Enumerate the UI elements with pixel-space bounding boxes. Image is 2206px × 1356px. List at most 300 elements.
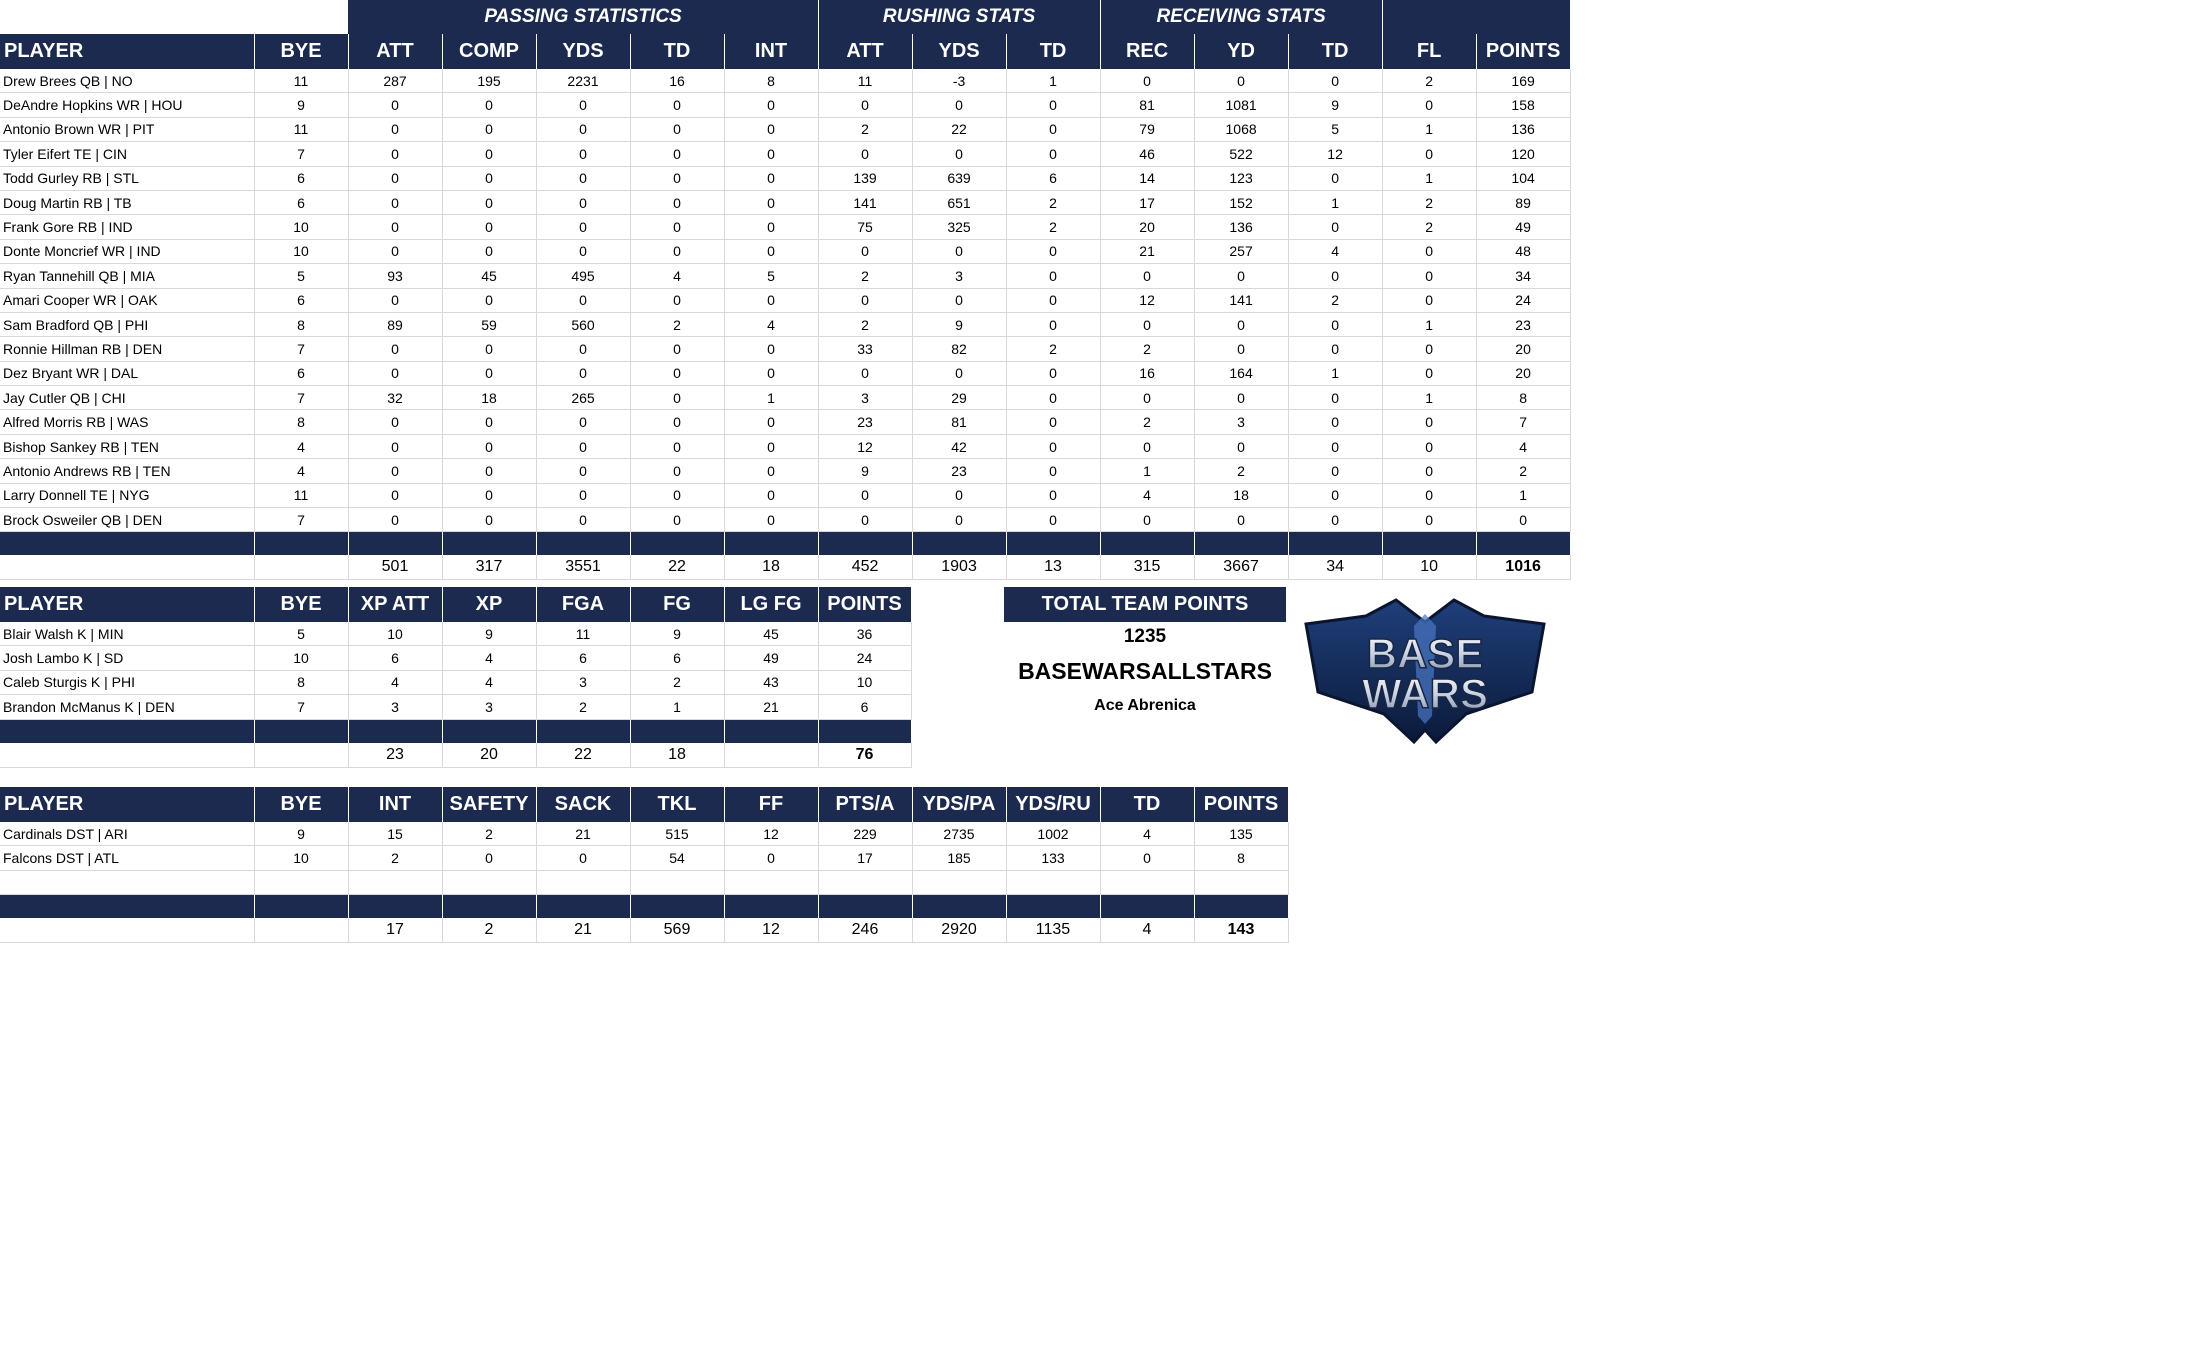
stat-cell [442, 870, 536, 894]
stat-cell: 11 [818, 69, 912, 93]
total-cell: 23 [348, 743, 442, 768]
total-cell: 17 [348, 918, 442, 943]
column-header: FGA [536, 587, 630, 622]
stat-cell: 0 [630, 142, 724, 166]
stat-cell: 7 [254, 508, 348, 532]
separator-cell [348, 532, 442, 556]
stat-cell: 3 [442, 695, 536, 719]
column-header: POINTS [818, 587, 911, 622]
stat-cell: 81 [912, 410, 1006, 434]
separator-cell [254, 532, 348, 556]
stat-cell: 0 [1382, 337, 1476, 361]
player-name: Antonio Andrews RB | TEN [0, 459, 254, 483]
stat-cell: 4 [348, 670, 442, 694]
stat-cell: 229 [818, 822, 912, 846]
total-cell: 3551 [536, 555, 630, 580]
column-header: POINTS [1476, 34, 1570, 69]
table-row [0, 264, 1570, 288]
stat-cell: 0 [536, 483, 630, 507]
column-header: TD [630, 34, 724, 69]
stat-cell: 2 [536, 695, 630, 719]
stat-cell: 0 [442, 361, 536, 385]
total-cell [724, 743, 818, 768]
stat-cell: 75 [818, 215, 912, 239]
stat-cell: 0 [348, 337, 442, 361]
table-row [0, 337, 1570, 361]
stat-cell: 59 [442, 312, 536, 336]
group-blank [0, 0, 348, 34]
stat-cell: 23 [818, 410, 912, 434]
player-name: Antonio Brown WR | PIT [0, 117, 254, 141]
separator-cell [442, 532, 536, 556]
stat-cell: 2 [818, 117, 912, 141]
player-name: Dez Bryant WR | DAL [0, 361, 254, 385]
player-name: Blair Walsh K | MIN [0, 622, 254, 646]
stat-cell: 0 [1288, 508, 1382, 532]
column-header: YD [1194, 34, 1288, 69]
player-name: Josh Lambo K | SD [0, 646, 254, 670]
stat-cell: 16 [1100, 361, 1194, 385]
separator-cell [0, 895, 254, 919]
table-row [0, 483, 1570, 507]
separator-cell [1476, 532, 1570, 556]
stat-cell: 0 [724, 239, 818, 263]
stat-cell: 20 [1476, 337, 1570, 361]
player-name: Tyler Eifert TE | CIN [0, 142, 254, 166]
stat-cell: 0 [630, 410, 724, 434]
stat-cell [1100, 870, 1194, 894]
stat-cell: 2 [818, 264, 912, 288]
table-row [0, 288, 1570, 312]
stat-cell: 1 [1382, 166, 1476, 190]
stat-cell: 0 [1006, 459, 1100, 483]
separator-bar [0, 532, 1570, 556]
stat-cell: 4 [442, 670, 536, 694]
stat-cell: 6 [1006, 166, 1100, 190]
stat-cell: 560 [536, 312, 630, 336]
table-row [0, 670, 911, 694]
stat-cell: 0 [442, 410, 536, 434]
total-cell: 12 [724, 918, 818, 943]
table-row [0, 69, 1570, 93]
stat-cell: 0 [536, 410, 630, 434]
stat-cell: 0 [724, 846, 818, 870]
column-header: BYE [254, 34, 348, 69]
stat-cell: 4 [442, 646, 536, 670]
logo-text-line1: BASE [1366, 630, 1484, 677]
stat-cell: 0 [348, 190, 442, 214]
player-name: Brock Osweiler QB | DEN [0, 508, 254, 532]
stat-cell: 3 [1194, 410, 1288, 434]
column-header: FL [1382, 34, 1476, 69]
stat-cell: 8 [724, 69, 818, 93]
table-row [0, 93, 1570, 117]
stat-cell: 120 [1476, 142, 1570, 166]
stat-cell: 17 [818, 846, 912, 870]
stat-cell: 6 [254, 361, 348, 385]
stat-cell: 5 [254, 622, 348, 646]
total-cell: 569 [630, 918, 724, 943]
stat-cell: 11 [254, 483, 348, 507]
column-header: YDS/RU [1006, 787, 1100, 822]
player-name: Falcons DST | ATL [0, 846, 254, 870]
stat-cell: 0 [442, 846, 536, 870]
separator-cell [630, 895, 724, 919]
total-cell: 501 [348, 555, 442, 580]
player-name: Brandon McManus K | DEN [0, 695, 254, 719]
stat-cell: 18 [1194, 483, 1288, 507]
kickers-header-row [0, 587, 911, 622]
stat-cell: 0 [724, 483, 818, 507]
offense-group-header-row [0, 0, 1570, 34]
stat-cell: 136 [1194, 215, 1288, 239]
separator-cell [630, 532, 724, 556]
column-header: PLAYER [0, 787, 254, 822]
stat-cell: 0 [1006, 508, 1100, 532]
stat-cell: 0 [630, 215, 724, 239]
stat-cell: 5 [724, 264, 818, 288]
stat-cell: 139 [818, 166, 912, 190]
stat-cell [348, 870, 442, 894]
total-cell: 13 [1006, 555, 1100, 580]
stat-cell: 7 [254, 695, 348, 719]
total-cell: 2920 [912, 918, 1006, 943]
stat-cell: 495 [536, 264, 630, 288]
table-row [0, 459, 1570, 483]
separator-cell [536, 532, 630, 556]
stat-cell: 0 [818, 93, 912, 117]
stat-cell: 10 [254, 646, 348, 670]
column-header: TKL [630, 787, 724, 822]
stat-cell: 0 [1006, 264, 1100, 288]
stat-cell: 0 [1006, 386, 1100, 410]
stat-cell: 2 [1382, 69, 1476, 93]
stat-cell: 42 [912, 434, 1006, 458]
logo-text-line2: WARS [1362, 670, 1488, 717]
stat-cell: 0 [630, 190, 724, 214]
stat-cell: 9 [1288, 93, 1382, 117]
stat-cell: 0 [724, 459, 818, 483]
stat-cell: 9 [442, 622, 536, 646]
stat-cell: 12 [1100, 288, 1194, 312]
column-header: BYE [254, 787, 348, 822]
stat-cell: 48 [1476, 239, 1570, 263]
separator-cell [536, 895, 630, 919]
total-cell [0, 555, 254, 580]
stat-cell: 0 [442, 434, 536, 458]
stat-cell: 0 [1382, 508, 1476, 532]
stat-cell: 0 [348, 215, 442, 239]
stat-cell: 0 [442, 215, 536, 239]
stat-cell: 0 [1288, 264, 1382, 288]
stat-cell: 0 [1194, 312, 1288, 336]
total-cell: 18 [724, 555, 818, 580]
stat-cell: 0 [724, 361, 818, 385]
stat-cell: 0 [1288, 434, 1382, 458]
stat-cell: 0 [348, 166, 442, 190]
total-cell: 34 [1288, 555, 1382, 580]
stat-cell: 0 [1100, 508, 1194, 532]
stat-cell: 12 [818, 434, 912, 458]
stat-cell: 24 [818, 646, 911, 670]
stat-cell: 0 [630, 166, 724, 190]
stat-cell: 0 [1382, 93, 1476, 117]
stat-cell: 2 [1100, 337, 1194, 361]
player-name: Frank Gore RB | IND [0, 215, 254, 239]
stat-cell: 0 [630, 337, 724, 361]
total-cell [254, 743, 348, 768]
stat-cell [630, 870, 724, 894]
stat-cell: 4 [1100, 822, 1194, 846]
column-header: YDS/PA [912, 787, 1006, 822]
offense-header-row [0, 34, 1570, 69]
separator-cell [1006, 895, 1100, 919]
total-cell: 22 [630, 555, 724, 580]
stat-cell: 4 [630, 264, 724, 288]
stat-cell: 11 [254, 117, 348, 141]
stat-cell: 0 [630, 508, 724, 532]
separator-cell [0, 532, 254, 556]
stat-cell: 0 [724, 508, 818, 532]
stat-cell: 0 [348, 117, 442, 141]
table-row [0, 215, 1570, 239]
stat-cell: 1 [724, 386, 818, 410]
stat-cell: 4 [1476, 434, 1570, 458]
stat-cell: 0 [630, 483, 724, 507]
separator-cell [1382, 532, 1476, 556]
stat-cell: 0 [912, 288, 1006, 312]
total-cell: 3667 [1194, 555, 1288, 580]
stat-cell: 0 [912, 93, 1006, 117]
stat-cell: 0 [1382, 264, 1476, 288]
table-row [0, 622, 911, 646]
column-header: XP [442, 587, 536, 622]
stat-cell: 4 [1288, 239, 1382, 263]
stat-cell: 43 [724, 670, 818, 694]
stat-cell: 0 [536, 361, 630, 385]
stat-cell: 0 [1100, 264, 1194, 288]
stat-cell: 0 [912, 508, 1006, 532]
stat-cell: 0 [1382, 142, 1476, 166]
stat-cell: 185 [912, 846, 1006, 870]
total-cell: 315 [1100, 555, 1194, 580]
stat-cell: 1 [1382, 312, 1476, 336]
stat-cell: 23 [1476, 312, 1570, 336]
separator-cell [912, 895, 1006, 919]
player-name: Cardinals DST | ARI [0, 822, 254, 846]
stat-cell: 0 [1382, 459, 1476, 483]
stat-cell: 141 [818, 190, 912, 214]
stat-cell: 0 [630, 117, 724, 141]
separator-bar [0, 719, 911, 743]
separator-cell [818, 895, 912, 919]
stat-cell: 0 [1288, 312, 1382, 336]
stat-cell: 4 [724, 312, 818, 336]
column-header: COMP [442, 34, 536, 69]
stat-cell: 0 [912, 239, 1006, 263]
stat-cell: 0 [1100, 846, 1194, 870]
column-header: XP ATT [348, 587, 442, 622]
column-header: PLAYER [0, 587, 254, 622]
stat-cell: 0 [1194, 337, 1288, 361]
table-row [0, 508, 1570, 532]
stat-cell: 2 [1100, 410, 1194, 434]
stat-cell: 164 [1194, 361, 1288, 385]
stat-cell: 0 [1382, 361, 1476, 385]
stat-cell: 0 [818, 508, 912, 532]
stat-cell: 0 [1006, 434, 1100, 458]
stat-cell: 0 [348, 239, 442, 263]
defense-table [0, 787, 1289, 943]
stat-cell: 6 [254, 166, 348, 190]
stat-cell: -3 [912, 69, 1006, 93]
stat-cell: 20 [1476, 361, 1570, 385]
stat-cell: 2 [1476, 459, 1570, 483]
stat-cell: 0 [1382, 410, 1476, 434]
column-header: PLAYER [0, 34, 254, 69]
player-name: Donte Moncrief WR | IND [0, 239, 254, 263]
stat-cell: 135 [1194, 822, 1288, 846]
stat-cell: 1 [630, 695, 724, 719]
stat-cell: 33 [818, 337, 912, 361]
total-cell [254, 918, 348, 943]
stat-cell: 9 [630, 622, 724, 646]
stat-cell [536, 870, 630, 894]
stat-cell: 0 [724, 215, 818, 239]
total-cell: 1135 [1006, 918, 1100, 943]
stat-cell: 2 [1382, 215, 1476, 239]
stat-cell [724, 870, 818, 894]
table-row [0, 434, 1570, 458]
stat-cell: 0 [724, 166, 818, 190]
stat-cell: 104 [1476, 166, 1570, 190]
player-name: Larry Donnell TE | NYG [0, 483, 254, 507]
stat-cell: 9 [254, 822, 348, 846]
stat-cell: 10 [348, 622, 442, 646]
stat-cell: 49 [724, 646, 818, 670]
stat-cell: 1 [1006, 69, 1100, 93]
total-cell [0, 743, 254, 768]
stat-cell: 54 [630, 846, 724, 870]
stat-cell: 257 [1194, 239, 1288, 263]
stat-cell: 1 [1288, 190, 1382, 214]
stat-cell: 0 [442, 142, 536, 166]
stat-cell: 36 [818, 622, 911, 646]
stat-cell: 15 [348, 822, 442, 846]
stat-cell: 0 [630, 459, 724, 483]
stat-cell: 0 [912, 361, 1006, 385]
stat-cell: 2 [348, 846, 442, 870]
total-cell: 22 [536, 743, 630, 768]
stat-cell: 1002 [1006, 822, 1100, 846]
column-header: SAFETY [442, 787, 536, 822]
stat-cell: 0 [348, 288, 442, 312]
player-name: Sam Bradford QB | PHI [0, 312, 254, 336]
table-row [0, 361, 1570, 385]
column-header: LG FG [724, 587, 818, 622]
table-row [0, 117, 1570, 141]
stat-cell [818, 870, 912, 894]
separator-cell [724, 895, 818, 919]
stat-cell: 0 [630, 93, 724, 117]
total-cell: 18 [630, 743, 724, 768]
stat-cell: 10 [254, 215, 348, 239]
column-header: ATT [348, 34, 442, 69]
stat-cell: 0 [1194, 386, 1288, 410]
stat-cell: 81 [1100, 93, 1194, 117]
stat-cell: 49 [1476, 215, 1570, 239]
totals-row [0, 918, 1288, 943]
stat-cell: 0 [442, 459, 536, 483]
stat-cell: 0 [536, 166, 630, 190]
stat-cell: 3 [536, 670, 630, 694]
stat-cell: 0 [1006, 142, 1100, 166]
stat-cell: 0 [1100, 386, 1194, 410]
group-rushing: RUSHING STATS [818, 0, 1100, 34]
stat-cell: 0 [1288, 215, 1382, 239]
separator-cell [1194, 532, 1288, 556]
stat-cell: 18 [442, 386, 536, 410]
stat-cell: 0 [818, 142, 912, 166]
stat-cell: 2 [1006, 190, 1100, 214]
total-cell: 452 [818, 555, 912, 580]
stat-cell: 0 [1006, 410, 1100, 434]
group-misc [1382, 0, 1570, 34]
stat-cell: 7 [254, 337, 348, 361]
table-row [0, 822, 1288, 846]
stat-cell: 8 [1194, 846, 1288, 870]
total-team-points-header: TOTAL TEAM POINTS [1004, 587, 1286, 622]
total-points: 1016 [1476, 555, 1570, 580]
separator-cell [1006, 532, 1100, 556]
stat-cell: 2 [1288, 288, 1382, 312]
stat-cell: 20 [1100, 215, 1194, 239]
stat-cell: 93 [348, 264, 442, 288]
stat-cell: 8 [254, 670, 348, 694]
total-cell: 20 [442, 743, 536, 768]
total-cell [0, 918, 254, 943]
stat-cell: 0 [1288, 483, 1382, 507]
separator-bar [0, 895, 1288, 919]
stat-cell: 0 [536, 288, 630, 312]
stat-cell: 0 [630, 288, 724, 312]
stat-cell: 0 [536, 215, 630, 239]
stat-cell: 34 [1476, 264, 1570, 288]
stat-cell: 0 [1382, 288, 1476, 312]
stat-cell [254, 870, 348, 894]
stat-cell: 2 [1194, 459, 1288, 483]
player-name: Caleb Sturgis K | PHI [0, 670, 254, 694]
stat-cell: 6 [254, 190, 348, 214]
player-name: Amari Cooper WR | OAK [0, 288, 254, 312]
stat-cell: 11 [254, 69, 348, 93]
total-cell: 246 [818, 918, 912, 943]
stat-cell: 10 [818, 670, 911, 694]
column-header: PTS/A [818, 787, 912, 822]
stat-cell: 0 [1288, 410, 1382, 434]
total-cell: 10 [1382, 555, 1476, 580]
stat-cell: 136 [1476, 117, 1570, 141]
stat-cell: 0 [348, 410, 442, 434]
team-name: BASEWARSALLSTARS [1018, 658, 1272, 684]
totals-row [0, 555, 1570, 580]
stat-cell: 0 [724, 93, 818, 117]
stat-cell: 3 [912, 264, 1006, 288]
separator-cell [254, 719, 348, 743]
table-row [0, 386, 1570, 410]
stat-cell: 0 [348, 459, 442, 483]
stat-cell: 0 [442, 190, 536, 214]
